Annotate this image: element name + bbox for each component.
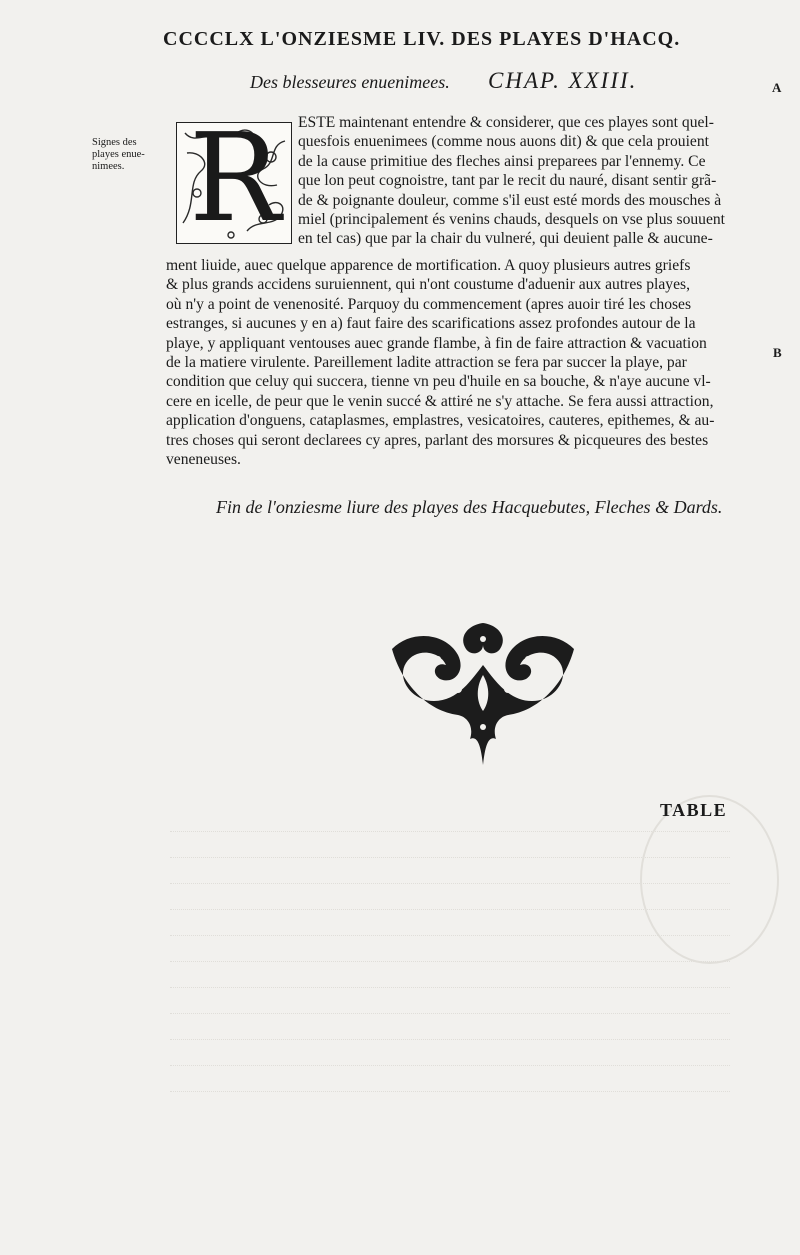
text-line: où n'y a point de venenosité. Parquoy du commencement (apres auoir tiré les choses — [166, 295, 692, 313]
marginal-note — [92, 137, 162, 173]
text-line: de & poignante douleur, comme s'il eust esté mords des mousches à — [298, 191, 722, 209]
text-line: miel (principalement és venins chauds, desquels on vse plus souuent — [298, 211, 726, 228]
text-line: que lon peut cognoistre, tant par le recit du nauré, disant sentir grã- — [298, 172, 717, 190]
text-line: playe, y appliquant ventouses auec grande flambe, à fin de faire attraction & vacuation — [166, 334, 707, 352]
running-head: CCCCLX L'ONZIESME LIV. DES PLAYES D'HACQ. — [163, 28, 681, 50]
text-line: ment liuide, auec quelque apparence de mortification. A quoy plusieurs autres griefs — [166, 257, 691, 274]
text-line: ESTE maintenant entendre & considerer, que ces playes sont quel- — [298, 114, 714, 131]
text-line: cere en icelle, de peur que le venin succé & attiré ne s'y attache. Se fera aussi attraction, — [166, 392, 714, 410]
text-line: application d'onguens, cataplasmes, emplastres, vesicatoires, cauteres, epithemes, & au- — [166, 412, 715, 430]
marginal-note-line: Signes des — [92, 137, 137, 148]
marginal-note-line: playes enue- — [92, 149, 145, 160]
decorated-initial — [176, 122, 292, 244]
text-line: & plus grands accidens suruiennent, qui n'ont coustume d'aduenir aux autres playes, — [166, 276, 690, 294]
text-line: en tel cas) que par la chair du vulneré, qui deuient palle & aucune- — [298, 230, 713, 248]
text-line: de la cause primitiue des fleches ainsi preparees par l'ennemy. Ce — [298, 152, 706, 170]
text-line: de la matiere virulente. Pareillement ladite attraction se fera par succer la playe, par — [166, 354, 687, 371]
initial-letter: R — [189, 122, 281, 244]
margin-letter-b: B — [773, 345, 782, 360]
chapter-heading — [250, 68, 720, 93]
chapter-number: CHAP. XXIII. — [488, 68, 638, 93]
catchword: TABLE — [660, 800, 728, 820]
text-line: veneneuses. — [166, 451, 241, 468]
book-ending-line: Fin de l'onziesme liure des playes des Hacquebutes, Fleches & Dards. — [216, 497, 723, 517]
text-line: quesfois enuenimees (comme nous auons dit) & que cela prouient — [298, 133, 709, 151]
text-line: condition que celuy qui succera, tienne vn peu d'huile en sa bouche, & n'aye aucune vl- — [166, 373, 711, 391]
marginal-note-line: nimees. — [92, 161, 125, 172]
text-line: tres choses qui seront declarees cy apres, parlant des morsures & picqueures des bestes — [166, 431, 709, 449]
text-line: estranges, si aucunes y en a) faut faire des scarifications assez profondes autour de la — [166, 315, 696, 333]
margin-letter-a: A — [772, 80, 782, 95]
fleuron-ornament-icon — [388, 615, 578, 775]
chapter-title: Des blesseures enuenimees. — [250, 72, 450, 92]
